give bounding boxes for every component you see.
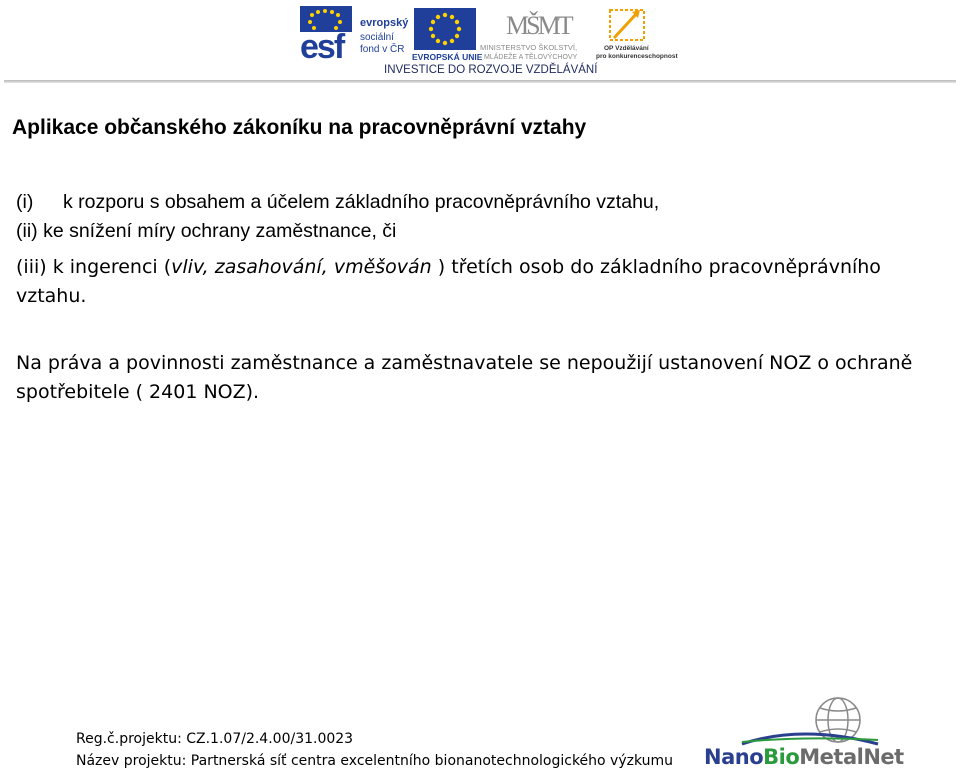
op-logo-arrow	[614, 12, 638, 38]
eu-caption: EVROPSKÁ UNIE	[412, 52, 483, 62]
msmt-caption-line-2: MLÁDEŽE A TĚLOVÝCHOVY	[484, 54, 578, 61]
logo-strip	[298, 4, 678, 66]
op-caption-line-2: pro konkurenceschopnost	[596, 53, 678, 60]
list-item-1-label: (i)	[16, 191, 34, 213]
nanobiometalnet-logo	[704, 745, 904, 769]
esf-logo	[300, 6, 409, 66]
list-item-2	[16, 217, 659, 246]
eu-logo	[412, 8, 483, 62]
condition-list	[16, 188, 659, 246]
list-item-1	[16, 188, 659, 217]
esf-letters: esf	[300, 28, 344, 66]
header-divider	[4, 80, 956, 83]
list-item-3-label: (iii)	[16, 256, 47, 278]
nbm-part-nano: Nano	[704, 745, 764, 769]
esf-text-line-2: sociální	[360, 32, 394, 43]
nbm-part-bio: Bio	[763, 745, 800, 769]
list-item-3-after: ) třetích osob do základního pracovněprávního vztahu.	[16, 256, 881, 307]
msmt-caption-line-1: MINISTERSTVO ŠKOLSTVÍ,	[480, 43, 578, 52]
page-title: Aplikace občanského zákoníku na pracovněprávní vztahy	[12, 116, 587, 139]
op-caption-line-1: OP Vzdělávání	[604, 45, 649, 52]
list-item-3-italic: vliv, zasahování, vměšován	[171, 256, 432, 278]
investice-caption: INVESTICE DO ROZVOJE VZDĚLÁVÁNÍ	[384, 64, 598, 76]
msmt-logo	[480, 11, 578, 61]
list-item-3-before: k ingerenci (	[52, 256, 172, 278]
list-item-2-label: (ii)	[16, 220, 38, 242]
footer-reg: Reg.č.projektu: CZ.1.07/2.4.00/31.0023	[76, 731, 354, 747]
list-item-2-text: ke snížení míry ochrany zaměstnance, či	[43, 220, 397, 242]
esf-text-line-1: evropský	[360, 17, 409, 29]
msmt-letters: MŠMT	[506, 11, 571, 40]
op-logo	[596, 10, 678, 60]
nbm-part-metalnet: MetalNet	[799, 745, 904, 769]
esf-text-line-3: fond v ČR	[360, 44, 405, 55]
list-item-1-text: k rozporu s obsahem a účelem základního pracovněprávního vztahu,	[63, 191, 660, 213]
note-paragraph: Na práva a povinnosti zaměstnance a zaměstnavatele se nepoužijí ustanovení NOZ o ochraně spotřebitele ( 2401 NOZ).	[16, 352, 913, 403]
list-item-3	[16, 253, 936, 311]
footer	[76, 728, 673, 772]
footer-project-name: Název projektu: Partnerská síť centra excelentního bionanotechnologického výzkumu	[76, 753, 674, 769]
